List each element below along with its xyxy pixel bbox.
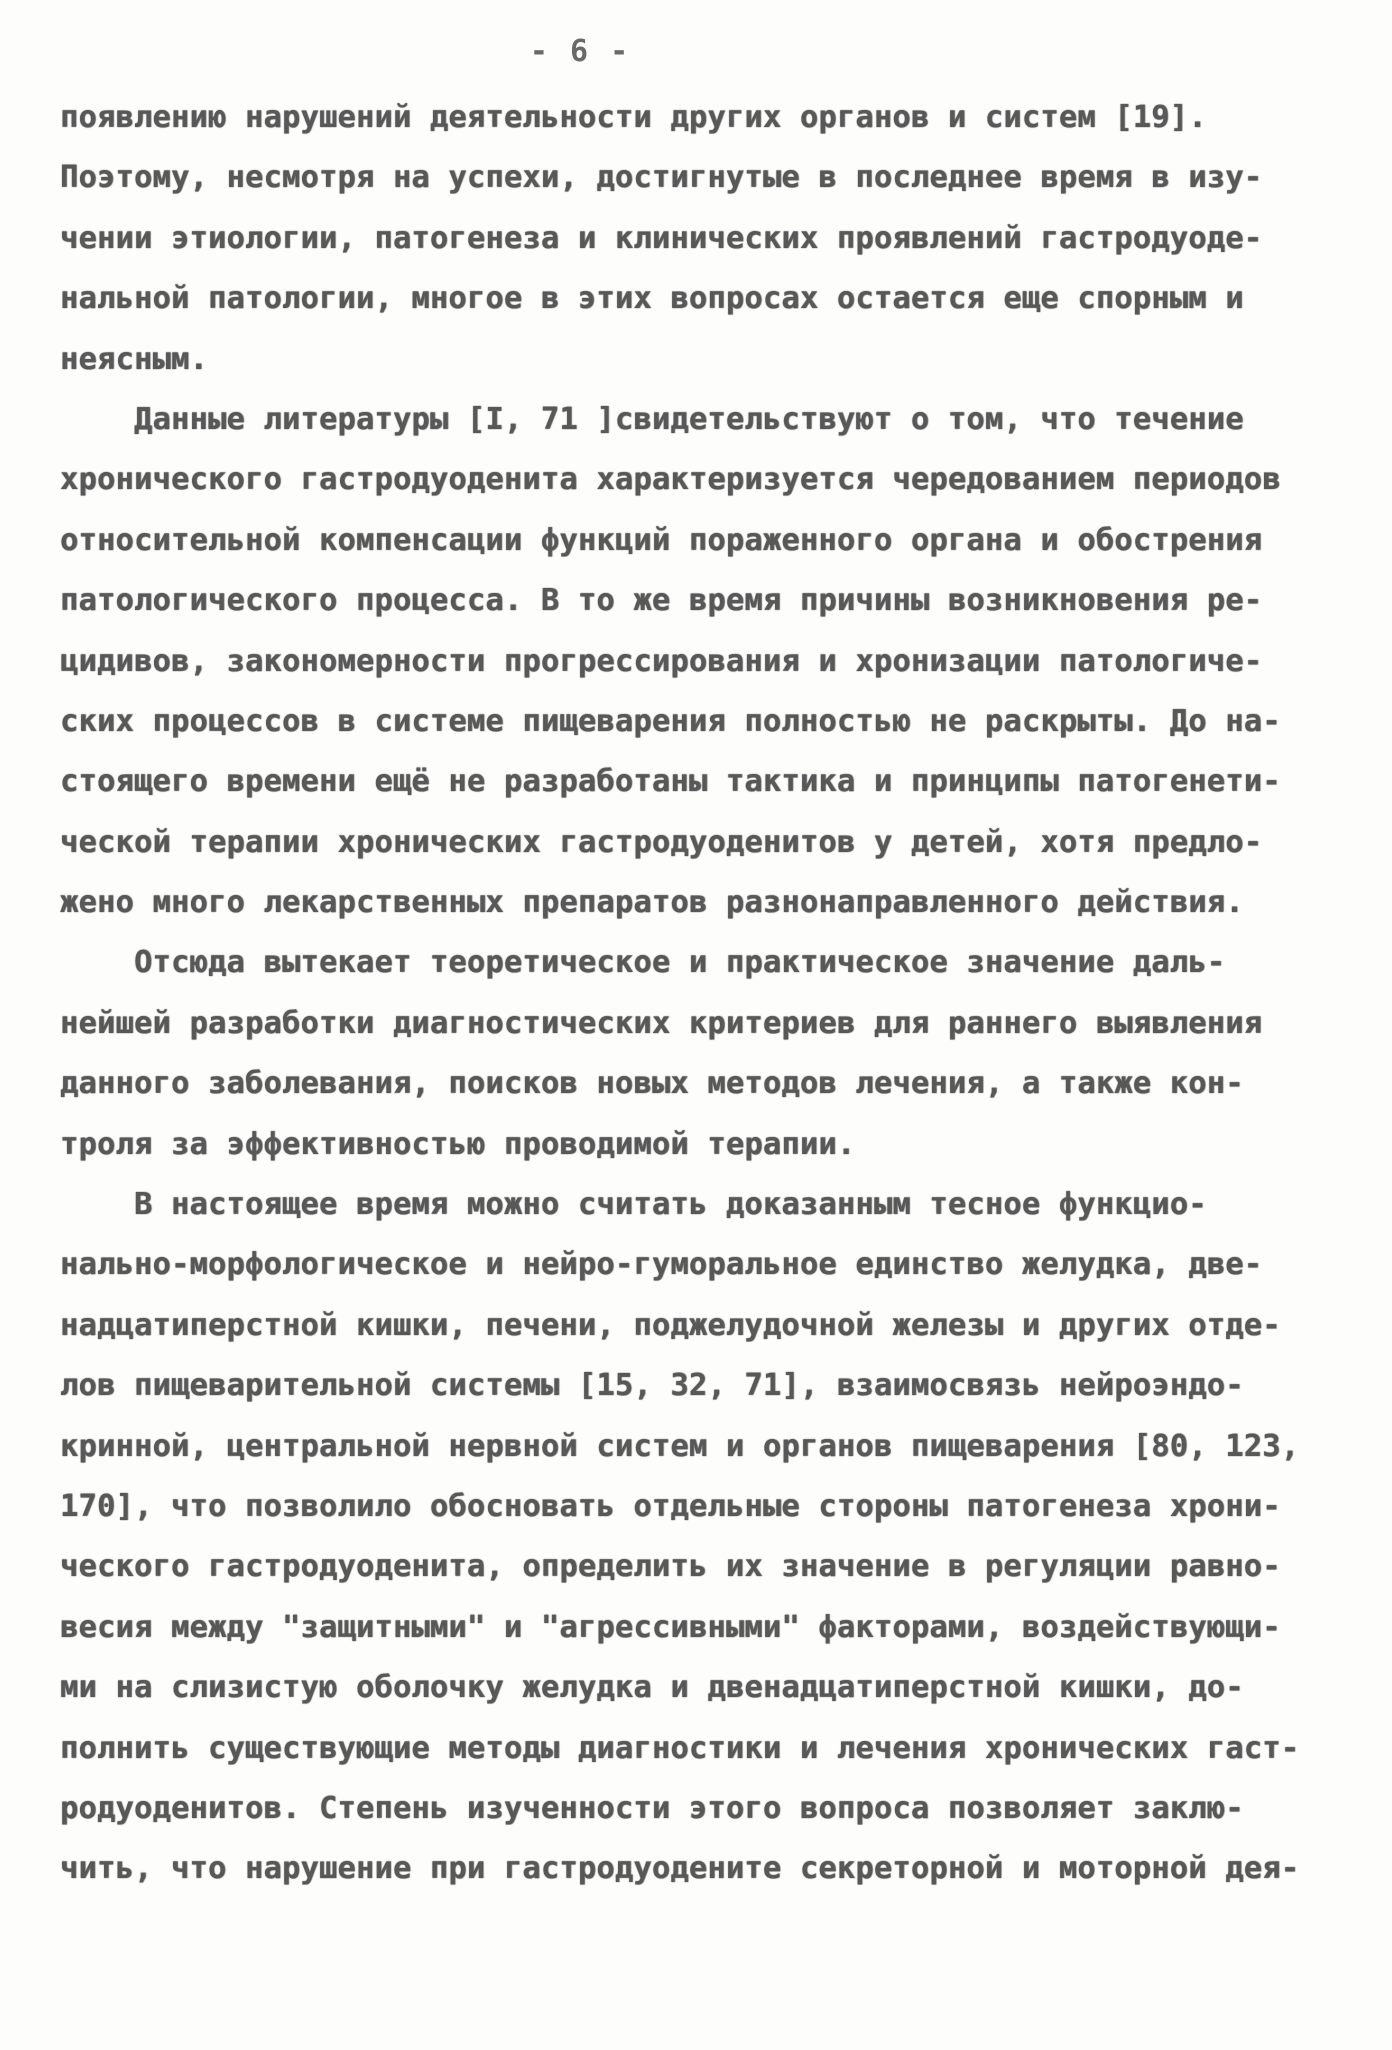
text-line: надцатиперстной кишки, печени, поджелудочной железы и других отде- <box>60 1307 1281 1343</box>
text-line: данного заболевания, поисков новых методов лечения, а также кон- <box>60 1066 1244 1102</box>
text-line: весия между "защитными" и "агрессивными" факторами, воздействующи- <box>60 1609 1281 1645</box>
text-line: лов пищеварительной системы [15, 32, 71], взаимосвязь нейроэндо- <box>60 1368 1244 1404</box>
text-line: 170], что позволило обосновать отдельные стороны патогенеза хрони- <box>60 1488 1281 1524</box>
text-line: жено много лекарственных препаратов разнонаправленного действия. <box>60 885 1244 921</box>
text-line: троля за эффективностью проводимой терапии. <box>60 1126 856 1162</box>
body-text <box>60 88 1300 1900</box>
text-line: хронического гастродуоденита характеризуется чередованием периодов <box>60 462 1281 498</box>
text-line: полнить существующие методы диагностики и лечения хронических гаст- <box>60 1730 1300 1766</box>
text-line: ческой терапии хронических гастродуоденитов у детей, хотя предло- <box>60 824 1263 860</box>
text-line: ческого гастродуоденита, определить их значение в регуляции равно- <box>60 1549 1281 1585</box>
text-line: ских процессов в системе пищеварения полностью не раскрыты. До на- <box>60 703 1281 739</box>
text-line: кринной, центральной нервной систем и органов пищеварения [80, 123, <box>60 1428 1300 1464</box>
text-line: В настоящее время можно считать доказанным тесное функцио- <box>60 1187 1207 1223</box>
text-line: Поэтому, несмотря на успехи, достигнутые в последнее время в изу- <box>60 160 1263 196</box>
text-line: патологического процесса. В то же время причины возникновения ре- <box>60 583 1263 619</box>
text-line: Отсюда вытекает теоретическое и практическое значение даль- <box>60 945 1226 981</box>
text-line: родуоденитов. Степень изученности этого вопроса позволяет заклю- <box>60 1790 1244 1826</box>
text-line: чить, что нарушение при гастродуодените секреторной и моторной дея- <box>60 1851 1300 1887</box>
text-line: неясным. <box>60 341 208 377</box>
text-line: нально-морфологическое и нейро-гуморальное единство желудка, две- <box>60 1247 1263 1283</box>
text-line: нальной патологии, многое в этих вопросах остается еще спорным и <box>60 281 1244 317</box>
text-line: относительной компенсации функций пораженного органа и обострения <box>60 522 1263 558</box>
text-line: чении этиологии, патогенеза и клинических проявлений гастродуоде- <box>60 220 1263 256</box>
page-number: - 6 - <box>529 34 631 69</box>
text-line: ми на слизистую оболочку желудка и двенадцатиперстной кишки, до- <box>60 1670 1244 1706</box>
text-line: стоящего времени ещё не разработаны тактика и принципы патогенети- <box>60 764 1281 800</box>
text-line: цидивов, закономерности прогрессирования и хронизации патологиче- <box>60 643 1263 679</box>
text-line: нейшей разработки диагностических критериев для раннего выявления <box>60 1005 1263 1041</box>
text-line: Данные литературы [I, 71 ]свидетельствуют о том, что течение <box>60 401 1244 437</box>
text-line: появлению нарушений деятельности других органов и систем [19]. <box>60 100 1207 135</box>
